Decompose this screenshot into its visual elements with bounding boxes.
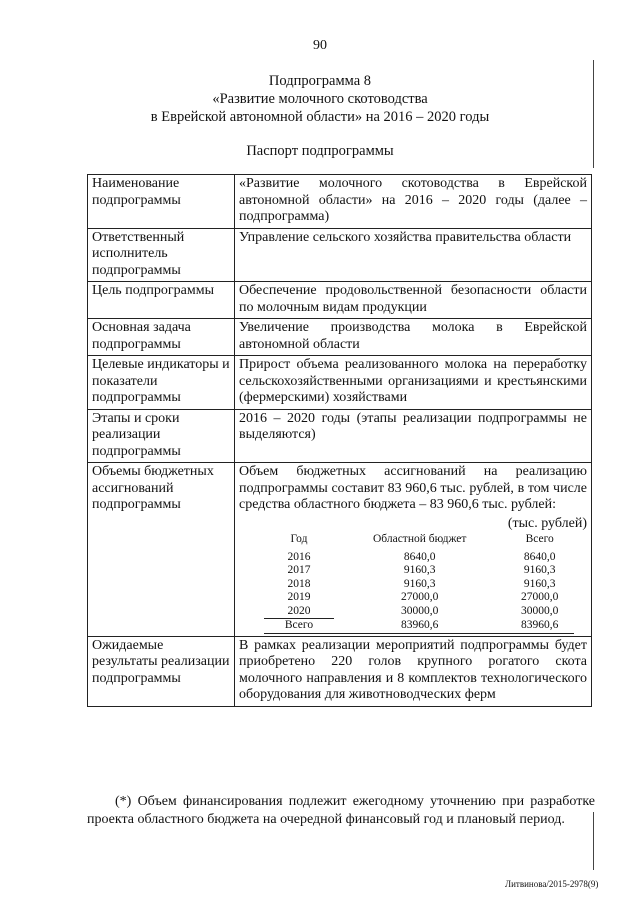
document-code: Литвинова/2015-2978(9): [505, 879, 599, 889]
row-value: 2016 – 2020 годы (этапы реализации подпрограммы не выделяются): [235, 409, 592, 463]
budget-year: 2017: [287, 564, 311, 576]
footnote: (*) Объем финансирования подлежит ежегодному уточнению при разработке проекта областного бюджета на очередной финансовый год и плановый период.: [87, 794, 595, 827]
heading-line-1: Подпрограмма 8: [268, 73, 372, 89]
subprogram-heading: [0, 72, 640, 126]
budget-year: 2019: [287, 591, 311, 603]
budget-label: Объемы бюджетных ассигнований подпрограммы: [88, 463, 235, 637]
table-row: [88, 282, 592, 319]
budget-total: 30000,0: [521, 604, 559, 617]
budget-header-row: [264, 533, 574, 551]
header-total: Всего: [525, 533, 554, 545]
row-label: Этапы и сроки реализации подпрограммы: [88, 409, 235, 463]
row-label: Ответственный исполнитель подпрограммы: [88, 228, 235, 282]
row-value: Увеличение производства молока в Еврейской автономной области: [235, 319, 592, 356]
budget-total: 27000,0: [521, 591, 559, 603]
row-label: Цель подпрограммы: [88, 282, 235, 319]
table-row: [88, 636, 592, 706]
row-value: «Развитие молочного скотоводства в Еврейской автономной области» на 2016 – 2020 годы (далее – подпрограмма): [235, 175, 592, 229]
heading-line-2: «Развитие молочного скотоводства: [212, 91, 428, 107]
budget-year-row: [264, 605, 574, 619]
row-value: Управление сельского хозяйства правительства области: [235, 228, 592, 282]
budget-total-sum: 83960,6: [505, 619, 574, 634]
table-row: [88, 319, 592, 356]
budget-regional: 9160,3: [403, 577, 436, 590]
table-row: [88, 175, 592, 229]
row-label: Основная задача подпрограммы: [88, 319, 235, 356]
budget-total-regional: 83960,6: [334, 619, 505, 634]
budget-table: [264, 533, 574, 634]
budget-units: (тыс. рублей): [507, 515, 587, 531]
row-value: В рамках реализации мероприятий подпрограммы будет приобретено 220 голов крупного рогатого скота молочного направления и 8 комплектов технологического оборудования для животноводческих ферм: [235, 636, 592, 706]
row-label: Ожидаемые результаты реализации подпрограммы: [88, 636, 235, 706]
budget-year-row: [264, 578, 574, 592]
budget-regional: 30000,0: [401, 604, 439, 617]
scan-artifact-line: [593, 60, 594, 168]
budget-regional: 8640,0: [403, 550, 436, 563]
row-label: Целевые индикаторы и показатели подпрограммы: [88, 356, 235, 410]
budget-year-row: [264, 591, 574, 605]
table-row: [88, 409, 592, 463]
budget-row: [88, 463, 592, 637]
budget-year: 2016: [287, 550, 311, 563]
heading-line-3: в Еврейской автономной области» на 2016 – 2020 годы: [150, 109, 490, 125]
budget-regional: 27000,0: [401, 591, 439, 603]
budget-year: 2018: [287, 577, 311, 590]
budget-total: 9160,3: [523, 564, 556, 576]
budget-year: 2020: [287, 604, 311, 617]
budget-value: [235, 463, 592, 637]
budget-intro: Объем бюджетных ассигнований на реализацию подпрограммы составит 83 960,6 тыс. рублей, в том числе средства областного бюджета – 83 960,6 тыс. рублей:: [239, 464, 587, 512]
budget-total: 9160,3: [523, 577, 556, 590]
budget-regional: 9160,3: [403, 564, 436, 576]
table-row: [88, 228, 592, 282]
row-label: Наименование подпрограммы: [88, 175, 235, 229]
page-number: 90: [313, 38, 327, 53]
table-row: [88, 356, 592, 410]
budget-total-row: [264, 619, 574, 634]
passport-table: [87, 174, 592, 707]
passport-title: Паспорт подпрограммы: [246, 143, 394, 159]
budget-year-row: [264, 564, 574, 578]
budget-total-label: Всего: [264, 619, 334, 634]
header-year: Год: [290, 533, 308, 545]
row-value: Обеспечение продовольственной безопасности области по молочным видам продукции: [235, 282, 592, 319]
row-value: Прирост объема реализованного молока на переработку сельскохозяйственными организациями и крестьянскими (фермерскими) хозяйствами: [235, 356, 592, 410]
budget-year-row: [264, 551, 574, 565]
budget-total: 8640,0: [523, 550, 556, 563]
header-regional: Областной бюджет: [372, 533, 467, 545]
